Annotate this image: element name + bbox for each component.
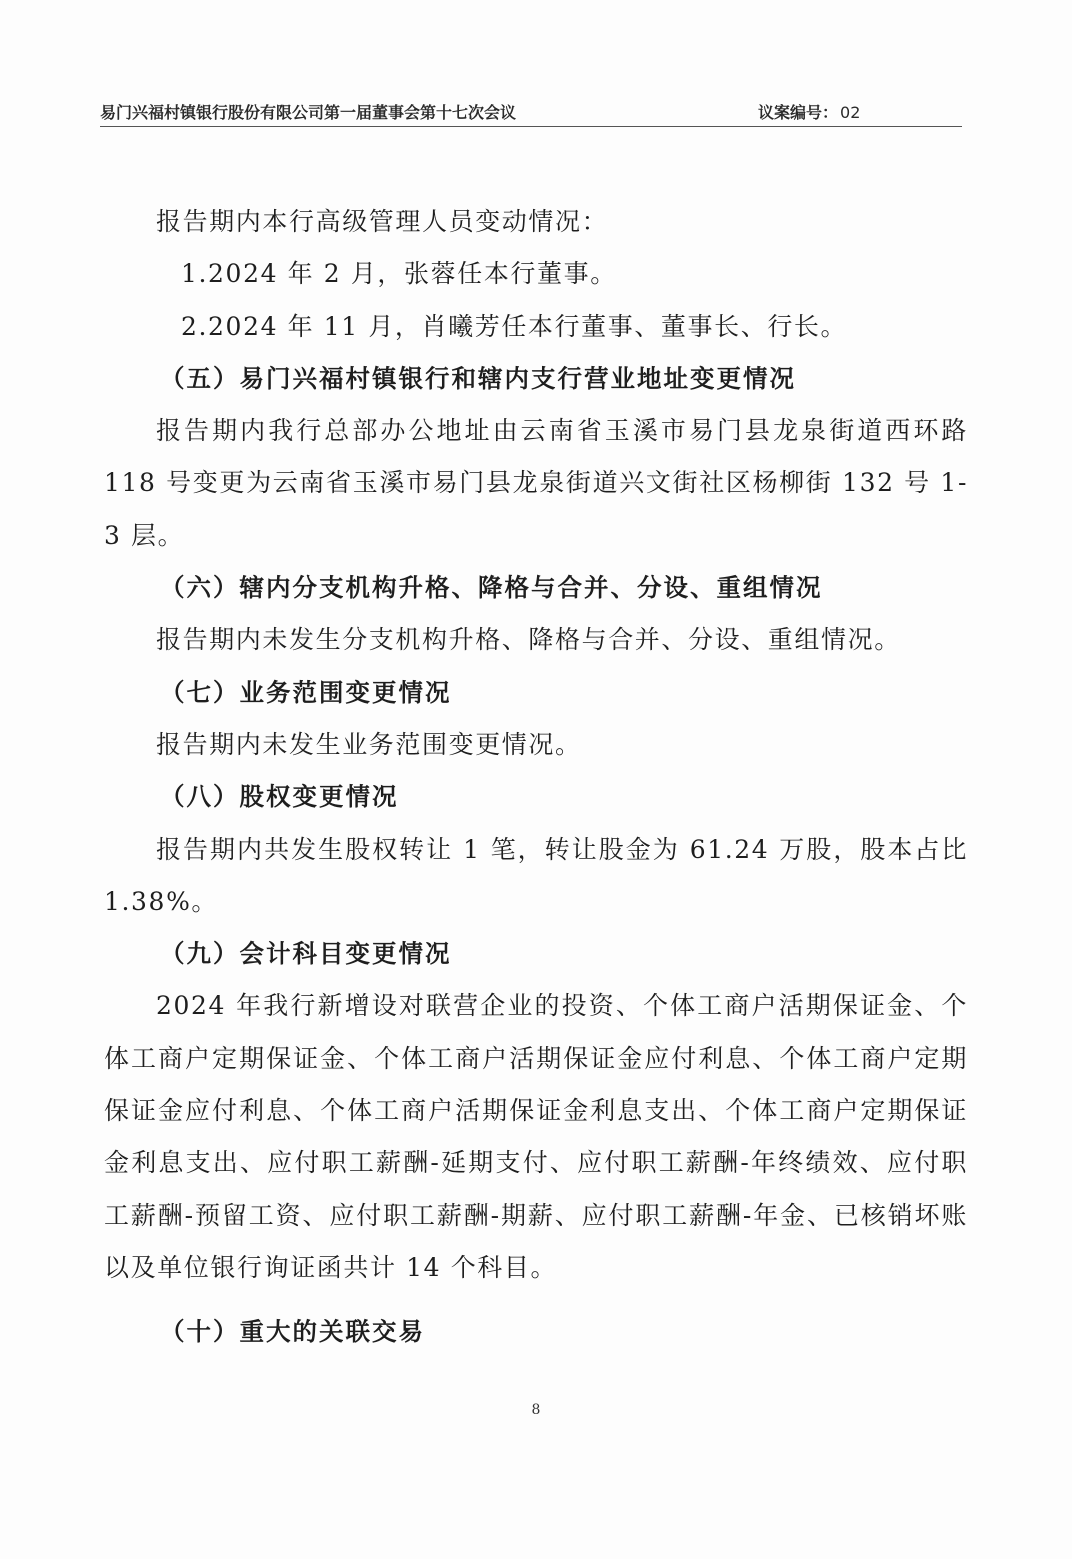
- section-paragraph: 报告期内未发生分支机构升格、降格与合并、分设、重组情况。: [156, 625, 901, 655]
- list-item: 2.2024 年 11 月，肖曦芳任本行董事、董事长、行长。: [181, 311, 848, 341]
- page-number: 8: [531, 1402, 541, 1418]
- section-heading: （六）辖内分支机构升格、降格与合并、分设、重组情况: [160, 573, 823, 603]
- page-header: [100, 96, 962, 127]
- intro-paragraph: 报告期内本行高级管理人员变动情况：: [156, 207, 609, 236]
- section-paragraph: 报告期内未发生业务范围变更情况。: [156, 729, 582, 759]
- section-heading: （八）股权变更情况: [160, 782, 399, 812]
- proposal-number-value: 02: [840, 103, 861, 122]
- section-paragraph: 报告期内我行总部办公地址由云南省玉溪市易门县龙泉街道西环路 118 号变更为云南省玉溪市易门县龙泉街道兴文街社区杨柳街 132 号 1-3 层。: [104, 416, 968, 550]
- proposal-number: [758, 100, 860, 123]
- meeting-title: 易门兴福村镇银行股份有限公司第一届董事会第十七次会议: [100, 103, 517, 122]
- proposal-label: 议案编号：: [758, 103, 839, 122]
- section-heading: （七）业务范围变更情况: [160, 677, 452, 707]
- section-heading: （五）易门兴福村镇银行和辖内支行营业地址变更情况: [160, 363, 796, 393]
- section-heading: （十）重大的关联交易: [160, 1317, 425, 1347]
- section-paragraph: 2024 年我行新增设对联营企业的投资、个体工商户活期保证金、个体工商户定期保证金、个体工商户活期保证金应付利息、个体工商户定期保证金应付利息、个体工商户活期保证金利息支出、个体工商户定期保证金利息支出、应付职工薪酬-延期支付、应付职工薪酬-年终绩效、应付职工薪酬-预留工资、应付职工薪酬-期薪、应付职工薪酬-年金、已核销坏账以及单位银行询证函共计 14 个科目。: [104, 991, 968, 1282]
- section-heading: （九）会计科目变更情况: [160, 939, 452, 969]
- section-paragraph: 报告期内共发生股权转让 1 笔，转让股金为 61.24 万股，股本占比 1.38%。: [104, 834, 968, 916]
- document-body: [104, 196, 968, 1359]
- list-item: 1.2024 年 2 月，张蓉任本行董事。: [181, 259, 617, 289]
